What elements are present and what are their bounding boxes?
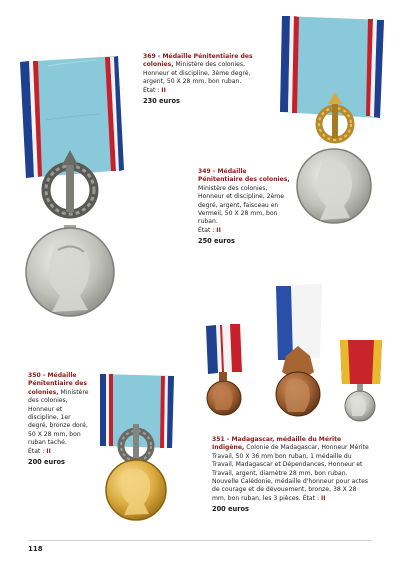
disc-349 — [297, 149, 371, 223]
disc-369 — [26, 228, 114, 316]
disc-351-c — [345, 384, 375, 421]
lot-349-etat-label: État : — [198, 226, 215, 234]
lot-349-desc: Ministère des colonies, Honneur et discipline, 2ème degré, argent, faisceau en Vermeil, 50 X 28 mm, bon ruban. — [198, 184, 284, 226]
lot-350-etat-value: II — [46, 447, 51, 455]
lot-369-price: 230 euros — [143, 97, 180, 106]
ribbon-351-a — [206, 324, 242, 374]
lot-351-text — [212, 436, 372, 514]
lot-369-title: 369 - Médaille Pénitentiaire des colonies, — [143, 53, 253, 69]
lot-349-etat-value: II — [216, 226, 221, 234]
disc-350 — [106, 460, 166, 520]
disc-351-a — [207, 372, 241, 415]
lot-350-title: 350 - Médaille Pénitentiaire des colonies, — [28, 372, 87, 396]
lot-350-desc: Ministère des colonies, Honneur et discipline, 1er degré, bronze doré, 50 X 28 mm, bon ruban taché. — [28, 388, 89, 447]
lot-369-text — [143, 53, 271, 105]
footer-rule — [28, 540, 372, 541]
lot-350-etat-label: État : — [28, 447, 45, 455]
lot-351-etat-label: État : — [302, 494, 320, 502]
page-number: 118 — [28, 545, 43, 553]
lot-349-title: 349 - Médaille Pénitentiaire des colonies, — [198, 168, 290, 184]
lot-349-price: 250 euros — [198, 237, 235, 246]
ribbon-351-c — [340, 340, 382, 384]
lot-369-etat-label: État : — [143, 86, 160, 94]
lot-369-etat-value: II — [161, 86, 166, 94]
lot-351-price: 200 euros — [212, 505, 249, 514]
lot-350-price: 200 euros — [28, 458, 65, 467]
lot-369-desc: Ministère des colonies, Honneur et discipline, 3ème degré, argent, 50 X 28 mm, bon ruban. — [143, 61, 251, 86]
lot-351-desc: Colonie de Madagascar, Honneur Mérite Travail, 50 X 36 mm bon ruban, 1 médaille du Travail, Madagascar et Dépendances, Honneur et Travail, argent, diamètre 28 mm, bon ruban. Nouvelle Calédonie, médaille d'honneur pour actes de courage et de dévouement, bronze, 38 X 28 mm, bon ruban, les 3 pièces. — [212, 444, 369, 502]
lot-351-title: 351 - Madagascar, médaille du Mérite Indigène, — [212, 436, 342, 452]
lot-349-text — [198, 168, 290, 246]
lot-350-text — [28, 372, 92, 466]
lot-351-etat-value: II — [320, 494, 326, 502]
